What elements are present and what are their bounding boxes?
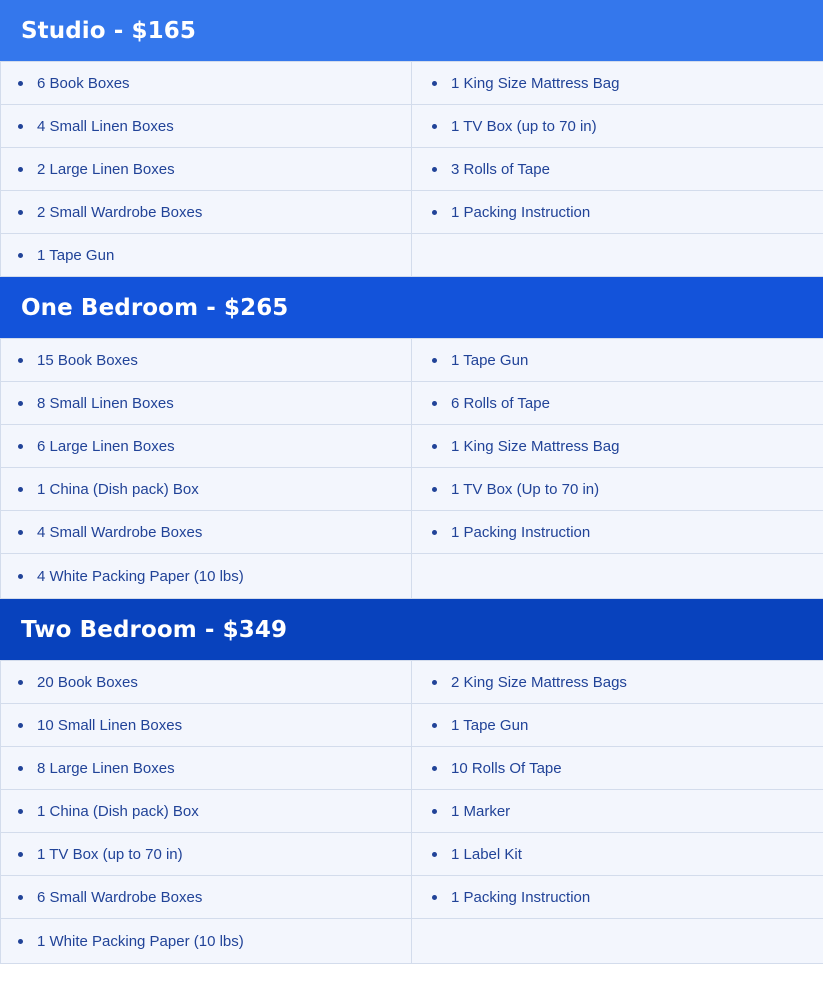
list-item: 1 TV Box (up to 70 in) [412, 118, 823, 135]
bullet-icon [18, 895, 23, 900]
bullet-icon [18, 253, 23, 258]
list-item: 1 China (Dish pack) Box [1, 803, 411, 820]
bullet-icon [432, 358, 437, 363]
bullet-icon [432, 766, 437, 771]
list-item: 1 Marker [412, 803, 823, 820]
bullet-icon [18, 939, 23, 944]
table-row [1, 62, 823, 105]
bullet-icon [432, 530, 437, 535]
bullet-icon [432, 444, 437, 449]
list-item: 1 King Size Mattress Bag [412, 438, 823, 455]
bullet-icon [18, 81, 23, 86]
bullet-icon [18, 401, 23, 406]
bullet-icon [18, 530, 23, 535]
empty-cell [412, 234, 823, 277]
list-item: 1 TV Box (Up to 70 in) [412, 481, 823, 498]
bullet-icon [432, 81, 437, 86]
list-item: 10 Small Linen Boxes [1, 717, 411, 734]
list-item: 1 Label Kit [412, 846, 823, 863]
list-item: 3 Rolls of Tape [412, 161, 823, 178]
package-items-two-bedroom [0, 660, 823, 964]
list-item: 1 TV Box (up to 70 in) [1, 846, 411, 863]
bullet-icon [432, 401, 437, 406]
package-title: Two Bedroom - $349 [21, 616, 288, 643]
table-row [1, 554, 823, 599]
bullet-icon [432, 723, 437, 728]
list-item: 1 Packing Instruction [412, 524, 823, 541]
table-row [1, 425, 823, 468]
list-item: 1 Tape Gun [412, 717, 823, 734]
table-row [1, 339, 823, 382]
table-row [1, 382, 823, 425]
list-item: 1 China (Dish pack) Box [1, 481, 411, 498]
table-row [1, 148, 823, 191]
bullet-icon [18, 852, 23, 857]
bullet-icon [432, 852, 437, 857]
table-row [1, 191, 823, 234]
package-header-studio [0, 0, 823, 61]
list-item: 1 Tape Gun [412, 352, 823, 369]
bullet-icon [18, 680, 23, 685]
package-items-one-bedroom [0, 338, 823, 599]
list-item: 1 Packing Instruction [412, 204, 823, 221]
list-item: 6 Rolls of Tape [412, 395, 823, 412]
list-item: 6 Book Boxes [1, 75, 411, 92]
table-row [1, 511, 823, 554]
bullet-icon [432, 167, 437, 172]
table-row [1, 105, 823, 148]
list-item: 2 Small Wardrobe Boxes [1, 204, 411, 221]
bullet-icon [432, 487, 437, 492]
list-item: 2 Large Linen Boxes [1, 161, 411, 178]
list-item: 4 Small Linen Boxes [1, 118, 411, 135]
empty-cell [412, 554, 823, 599]
list-item: 4 White Packing Paper (10 lbs) [1, 568, 411, 585]
empty-cell [412, 919, 823, 964]
list-item: 4 Small Wardrobe Boxes [1, 524, 411, 541]
bullet-icon [18, 574, 23, 579]
bullet-icon [18, 487, 23, 492]
list-item: 20 Book Boxes [1, 674, 411, 691]
package-items-studio [0, 61, 823, 277]
list-item: 6 Small Wardrobe Boxes [1, 889, 411, 906]
table-row [1, 661, 823, 704]
bullet-icon [18, 358, 23, 363]
list-item: 8 Small Linen Boxes [1, 395, 411, 412]
list-item: 8 Large Linen Boxes [1, 760, 411, 777]
list-item: 1 White Packing Paper (10 lbs) [1, 933, 411, 950]
table-row [1, 704, 823, 747]
table-row [1, 468, 823, 511]
list-item: 1 King Size Mattress Bag [412, 75, 823, 92]
package-header-two-bedroom [0, 599, 823, 660]
package-title: One Bedroom - $265 [21, 294, 289, 321]
bullet-icon [18, 809, 23, 814]
list-item: 6 Large Linen Boxes [1, 438, 411, 455]
bullet-icon [18, 124, 23, 129]
list-item: 10 Rolls Of Tape [412, 760, 823, 777]
bullet-icon [432, 124, 437, 129]
bullet-icon [432, 809, 437, 814]
list-item: 1 Packing Instruction [412, 889, 823, 906]
list-item: 15 Book Boxes [1, 352, 411, 369]
bullet-icon [18, 723, 23, 728]
table-row [1, 234, 823, 277]
bullet-icon [432, 210, 437, 215]
table-row [1, 790, 823, 833]
bullet-icon [18, 766, 23, 771]
bullet-icon [18, 444, 23, 449]
list-item: 1 Tape Gun [1, 247, 411, 264]
bullet-icon [432, 895, 437, 900]
table-row [1, 747, 823, 790]
list-item: 2 King Size Mattress Bags [412, 674, 823, 691]
package-title: Studio - $165 [21, 17, 196, 44]
table-row [1, 833, 823, 876]
table-row [1, 919, 823, 964]
bullet-icon [18, 167, 23, 172]
bullet-icon [18, 210, 23, 215]
bullet-icon [432, 680, 437, 685]
table-row [1, 876, 823, 919]
package-header-one-bedroom [0, 277, 823, 338]
